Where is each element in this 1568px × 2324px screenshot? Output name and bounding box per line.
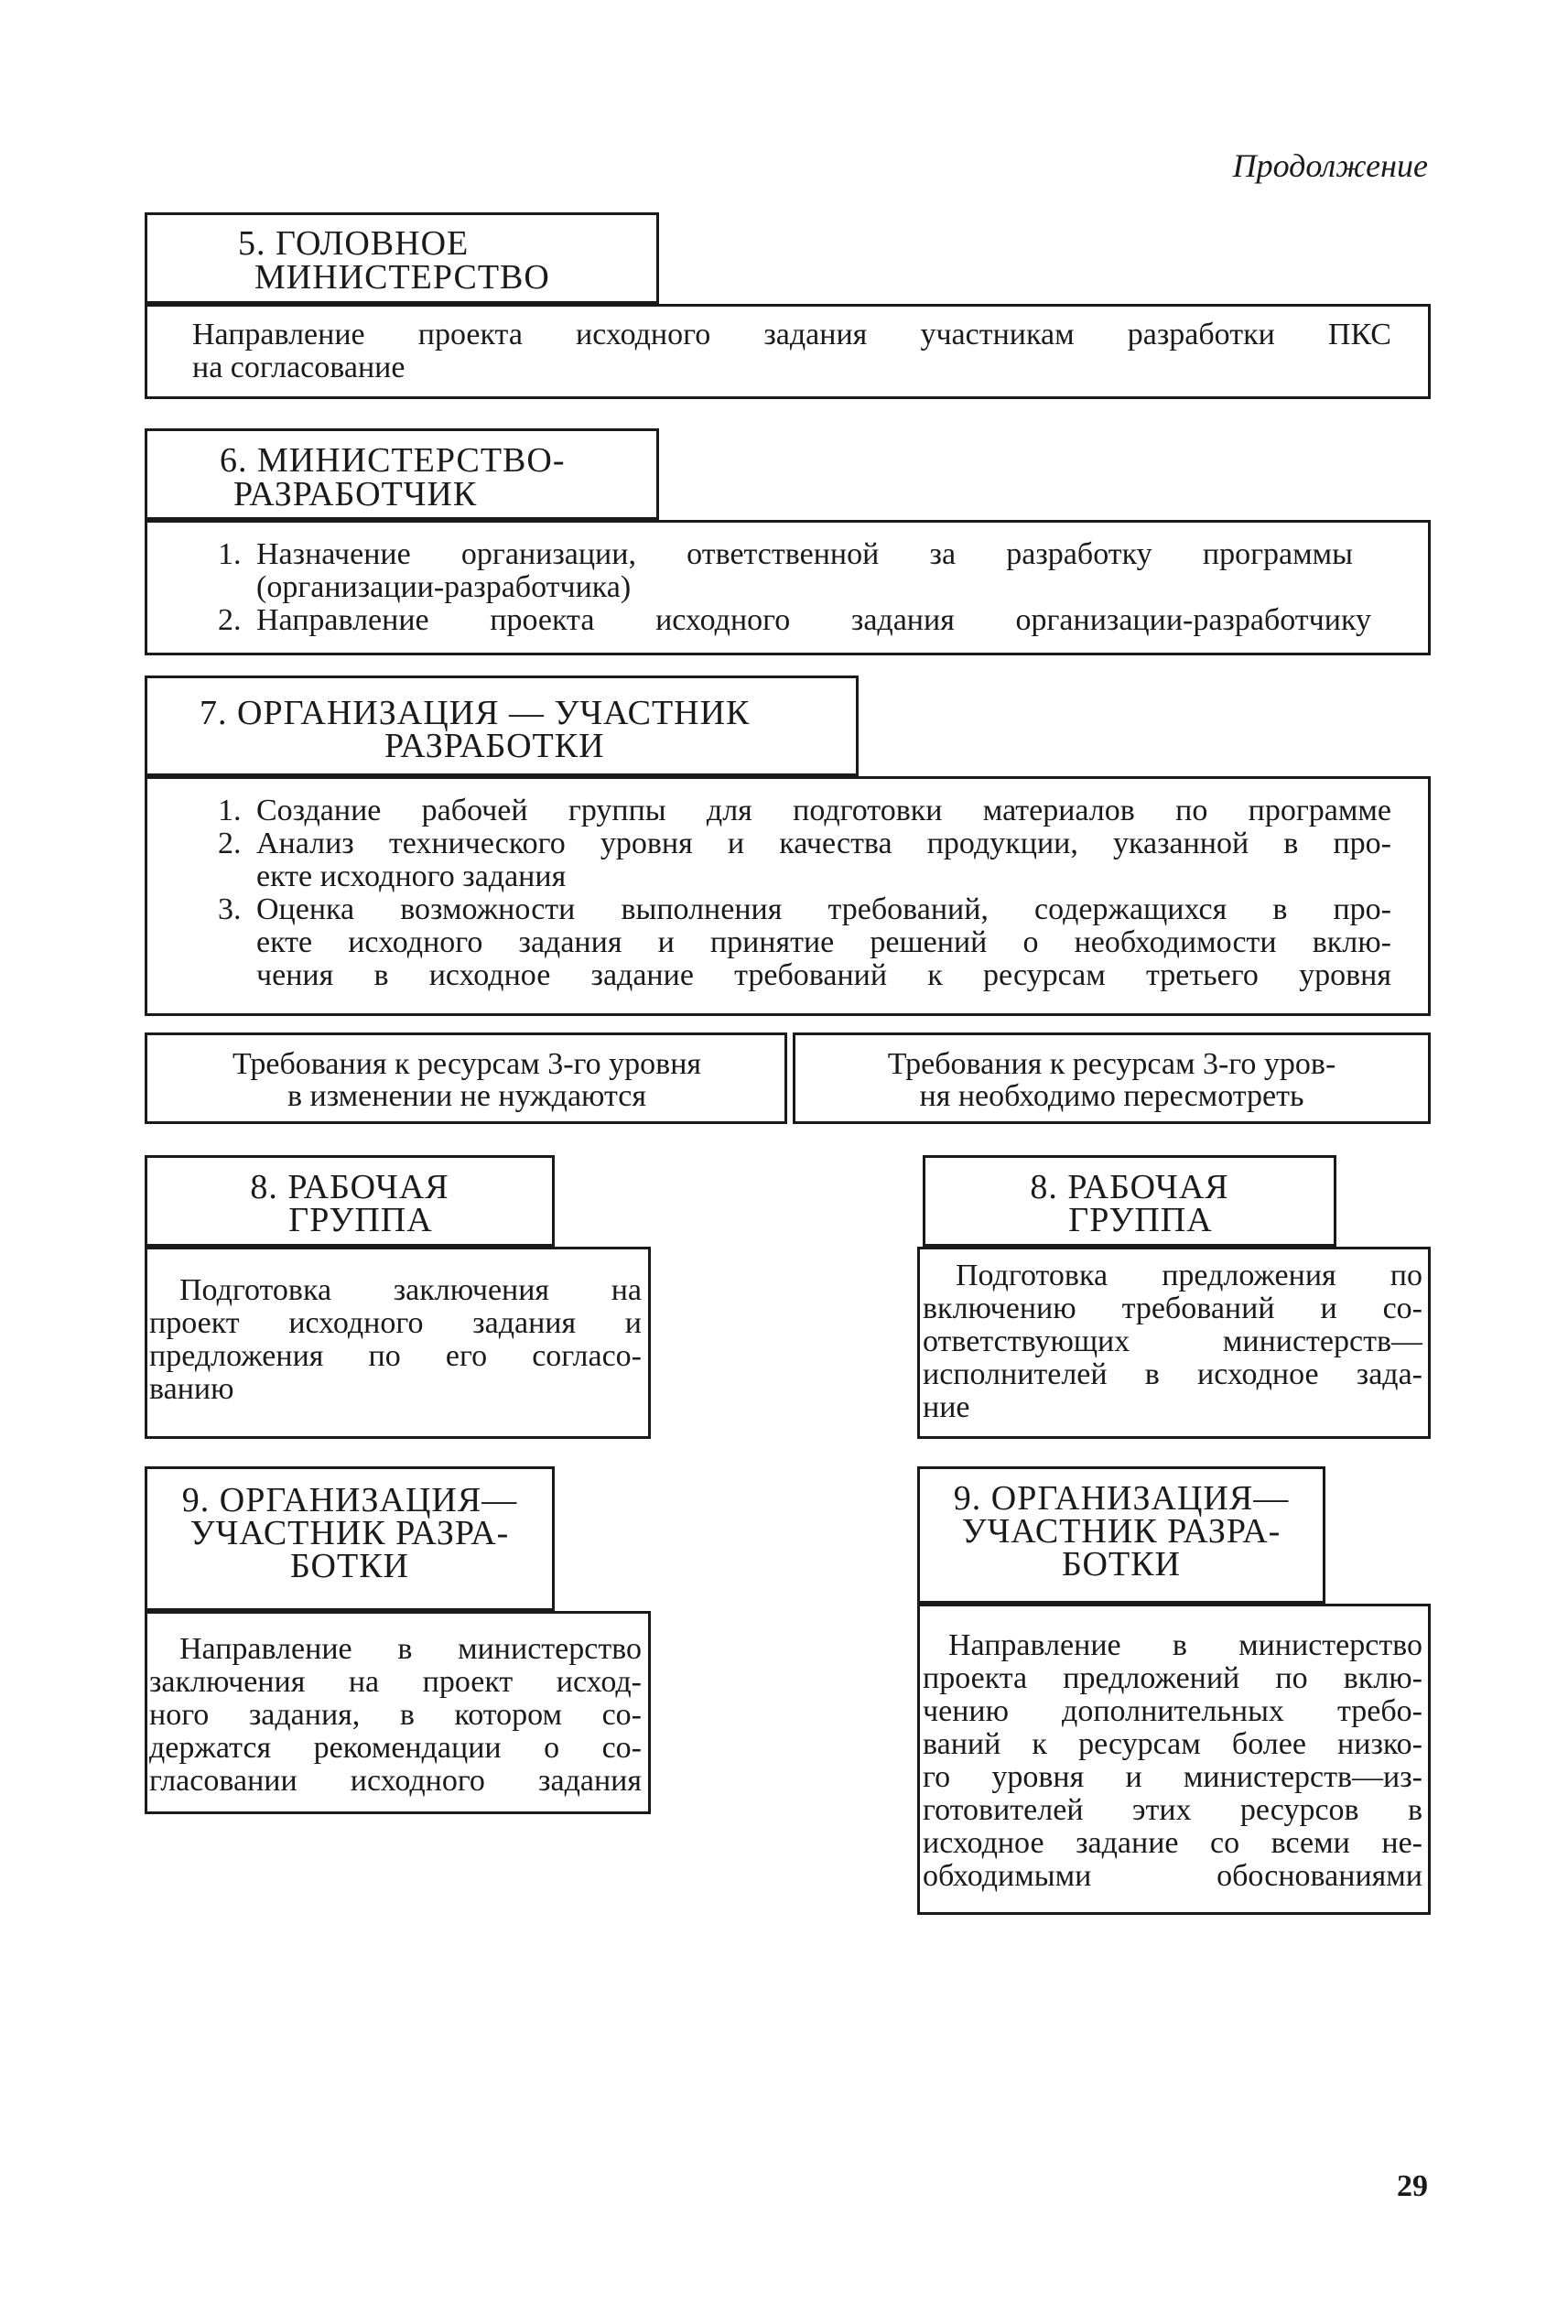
block6-item1-line1 [218,538,1353,571]
block8-left-title-line1: 8. РАБОЧАЯ [250,1168,449,1206]
block7-item2-num: 2. [218,827,242,860]
decision-left-line1: Требования к ресурсам 3-го уровня [232,1047,702,1081]
block7-item2-text: Анализ технического уровня и качества продукции, указанной в про- [256,827,1391,860]
block8-right-line4: исполнителей в исходное зада- [923,1357,1422,1391]
block8-right-title-line1: 8. РАБОЧАЯ [1030,1168,1229,1206]
block9-right-line7: исходное задание со всеми не- [923,1826,1422,1860]
block9-right-line4: ваний к ресурсам более низко- [923,1727,1422,1761]
block6-title-line2: РАЗРАБОТЧИК [233,475,478,513]
decision-right-line2: ня необходимо пересмотреть [919,1079,1304,1113]
decision-right-line1: Требования к ресурсам 3-го уров- [887,1047,1336,1081]
block6-item2-line1 [218,604,1371,637]
block9-right-line1: Направление в министерство [948,1628,1422,1662]
block9-right-title-line3: БОТКИ [1061,1545,1181,1584]
block8-right-line5: ние [923,1390,970,1424]
block9-left-title-line3: БОТКИ [289,1547,409,1585]
block6-item2-text: Направление проекта исходного задания организации-разработчику [256,603,1371,637]
block9-left-line3: ного задания, в котором со- [149,1698,642,1732]
block9-left-line2: заключения на проект исход- [149,1665,642,1699]
block6-item2-num: 2. [218,603,242,637]
block7-item1-text: Создание рабочей группы для подготовки материалов по программе [256,794,1391,827]
block7-item2-line2: екте исходного задания [256,859,567,893]
block9-left-title-line1: 9. ОРГАНИЗАЦИЯ— [181,1481,518,1519]
block5-title-line2: МИНИСТЕРСТВО [254,258,550,297]
block7-title-line2: РАЗРАБОТКИ [384,727,605,765]
block8-right-line3: ответствующих министерств— [923,1324,1422,1358]
block6-item1-line2: (организации-разработчика) [256,570,632,604]
block9-left-title-line2: УЧАСТНИК РАЗРА- [189,1514,510,1552]
block7-item3-text: Оценка возможности выполнения требований, содержащихся в про- [256,892,1391,926]
page-number: 29 [1397,2169,1428,2203]
block8-right-title-line2: ГРУППА [1068,1201,1213,1239]
block8-right-line1: Подготовка предложения по [956,1259,1422,1292]
block9-right-line3: чению дополнительных требо- [923,1694,1422,1728]
block9-right-line2: проекта предложений по вклю- [923,1661,1422,1695]
block7-item3-line3: чения в исходное задание требований к ресурсам третьего уровня [256,958,1391,992]
block9-right-line5: го уровня и министерств—из- [923,1760,1422,1794]
block8-left-title-line2: ГРУППА [288,1201,433,1239]
block8-right-line2: включению требований и со- [923,1292,1422,1325]
block9-right-title-line1: 9. ОРГАНИЗАЦИЯ— [953,1479,1290,1518]
block9-left-line4: держатся рекомендации о со- [149,1731,642,1765]
block7-item2-line1 [218,827,1391,860]
block9-left-line1: Направление в министерство [179,1632,642,1666]
block9-right-line6: готовителей этих ресурсов в [923,1793,1422,1827]
block8-left-line1: Подготовка заключения на [179,1273,642,1307]
block5-text-line2: на согласование [192,351,406,384]
decision-left-line2: в изменении не нуждаются [287,1079,647,1113]
block7-item3-line2: екте исходного задания и принятие решений о необходимости вклю- [256,925,1391,959]
continuation-label: Продолжение [1232,147,1428,184]
block7-item1-num: 1. [218,794,242,827]
block6-item1-num: 1. [218,537,242,571]
block6-title-line1: 6. МИНИСТЕРСТВО- [220,441,566,480]
block5-text-line1: Направление проекта исходного задания участникам разработки ПКС [192,318,1391,351]
block8-left-line3: предложения по его согласо- [149,1339,642,1373]
block8-left-line4: ванию [149,1372,234,1406]
block9-left-line5: гласовании исходного задания [149,1764,642,1798]
block8-left-line2: проект исходного задания и [149,1306,642,1340]
block7-item1-line1 [218,794,1391,827]
block9-right-title-line2: УЧАСТНИК РАЗРА- [961,1512,1281,1551]
block7-title-line1: 7. ОРГАНИЗАЦИЯ — УЧАСТНИК [200,694,751,732]
block6-item1-text: Назначение организации, ответственной за разработку программы [256,537,1353,571]
block7-item3-line1 [218,893,1391,926]
block5-title-line1: 5. ГОЛОВНОЕ [238,224,470,263]
block7-item3-num: 3. [218,892,242,926]
block9-right-line8: обходимыми обоснованиями [923,1859,1422,1893]
